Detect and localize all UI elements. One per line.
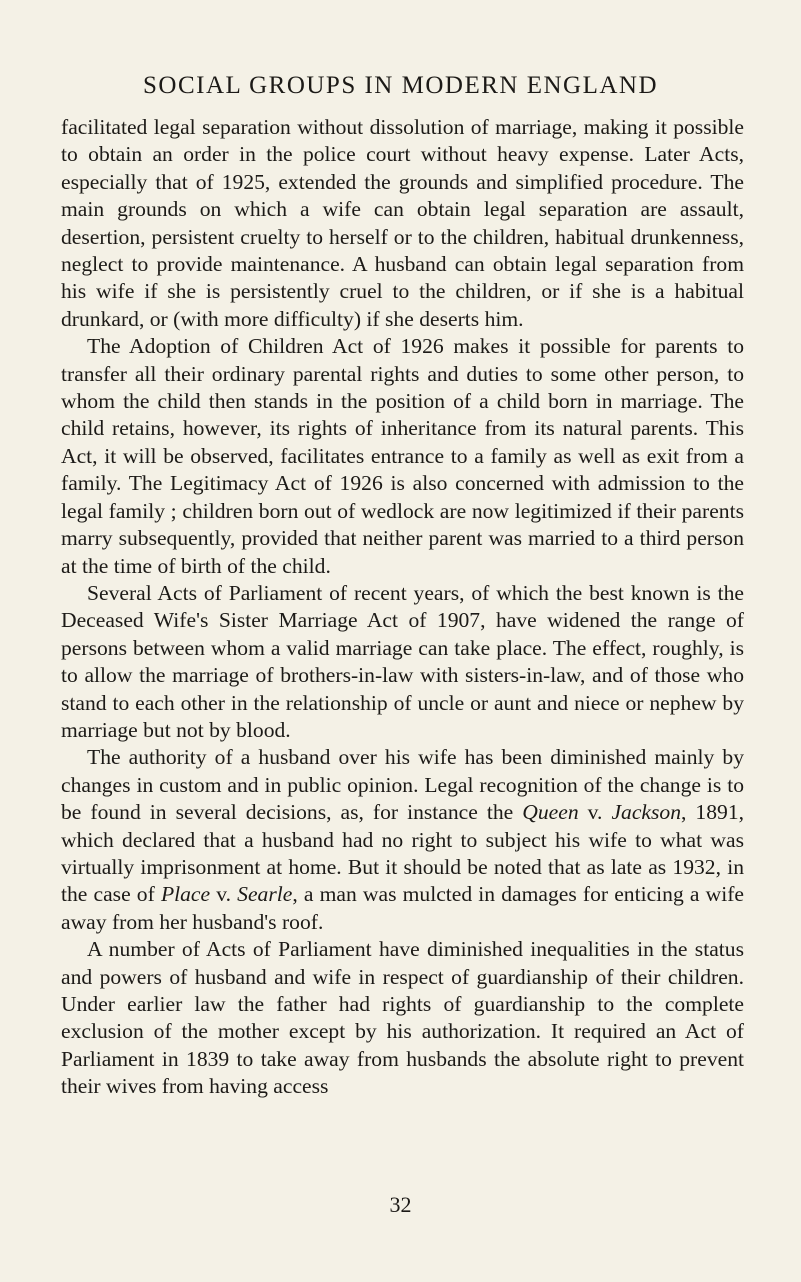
paragraph-2: The Adoption of Children Act of 1926 makes it possible for parents to transfer all their ordinary parental rights and duties to some other person, to whom the child then stands in the position of a child born in marriage. The child retains, however, its rights of inheritance from its natural parents. This Act, it will be observed, facilitates entrance to a family as well as exit from a family. The Legitimacy Act of 1926 is also concerned with admission to the legal family ; children born out of wedlock are now legitimized if their parents marry subsequently, provided that neither parent was married to a third person at the time of birth of the child. — [61, 334, 744, 578]
paragraph-4-text: The authority of a husband over his wife has been diminished mainly by changes in custom and in public opinion. Legal recognition of the change is to be found in several decisions, as, for instance the — [61, 745, 744, 825]
paragraph-4 — [61, 744, 744, 936]
running-head: SOCIAL GROUPS IN MODERN ENGLAND — [142, 72, 659, 99]
paragraph-3: Several Acts of Parliament of recent years, of which the best known is the Deceased Wife's Sister Marriage Act of 1907, have widened the range of persons between whom a valid marriage can take place. The effect, roughly, is to allow the marriage of brothers-in-law with sisters-in-law, and of those who stand to each other in the relationship of uncle or aunt and niece or nephew by marriage but not by blood. — [61, 580, 744, 742]
paragraph-4-text: , 1891, which declared that a husband had no right to subject his wife to what was virtually imprisonment at home. But it should be noted that as late as 1932, in the case of — [61, 800, 745, 907]
paragraph-5: A number of Acts of Parliament have diminished inequalities in the status and powers of husband and wife in respect of guardianship of their children. Under earlier law the father had rights of guardianship to the complete exclusion of the mother except by his authorization. It required an Act of Parliament in 1839 to take away from husbands the absolute right to prevent their wives from having access — [61, 937, 744, 1099]
paragraph-4-text: v. — [578, 800, 612, 825]
paragraph-1: facilitated legal separation without dissolution of marriage, making it possible to obtain an order in the police court without heavy expense. Later Acts, especially that of 1925, extended the grounds and simplified procedure. The main grounds on which a wife can obtain legal separation are assault, desertion, persistent cruelty to herself or to the children, habitual drunkenness, neglect to provide maintenance. A husband can obtain legal separation from his wife if she is persistently cruel to the children, or if she is a habitual drunkard, or (with more difficulty) if she deserts him. — [61, 115, 744, 331]
paragraph-4-text: v. — [210, 882, 238, 907]
case-name: Searle — [237, 882, 293, 907]
case-name: Place — [160, 882, 211, 907]
body-text — [61, 114, 744, 1101]
page-number: 32 — [389, 1192, 412, 1217]
case-name: Jackson — [611, 800, 682, 825]
paragraph-4-text: , a man was mulcted in damages for enticing a wife away from her husband's roof. — [61, 882, 744, 934]
case-name: Queen — [522, 800, 579, 825]
